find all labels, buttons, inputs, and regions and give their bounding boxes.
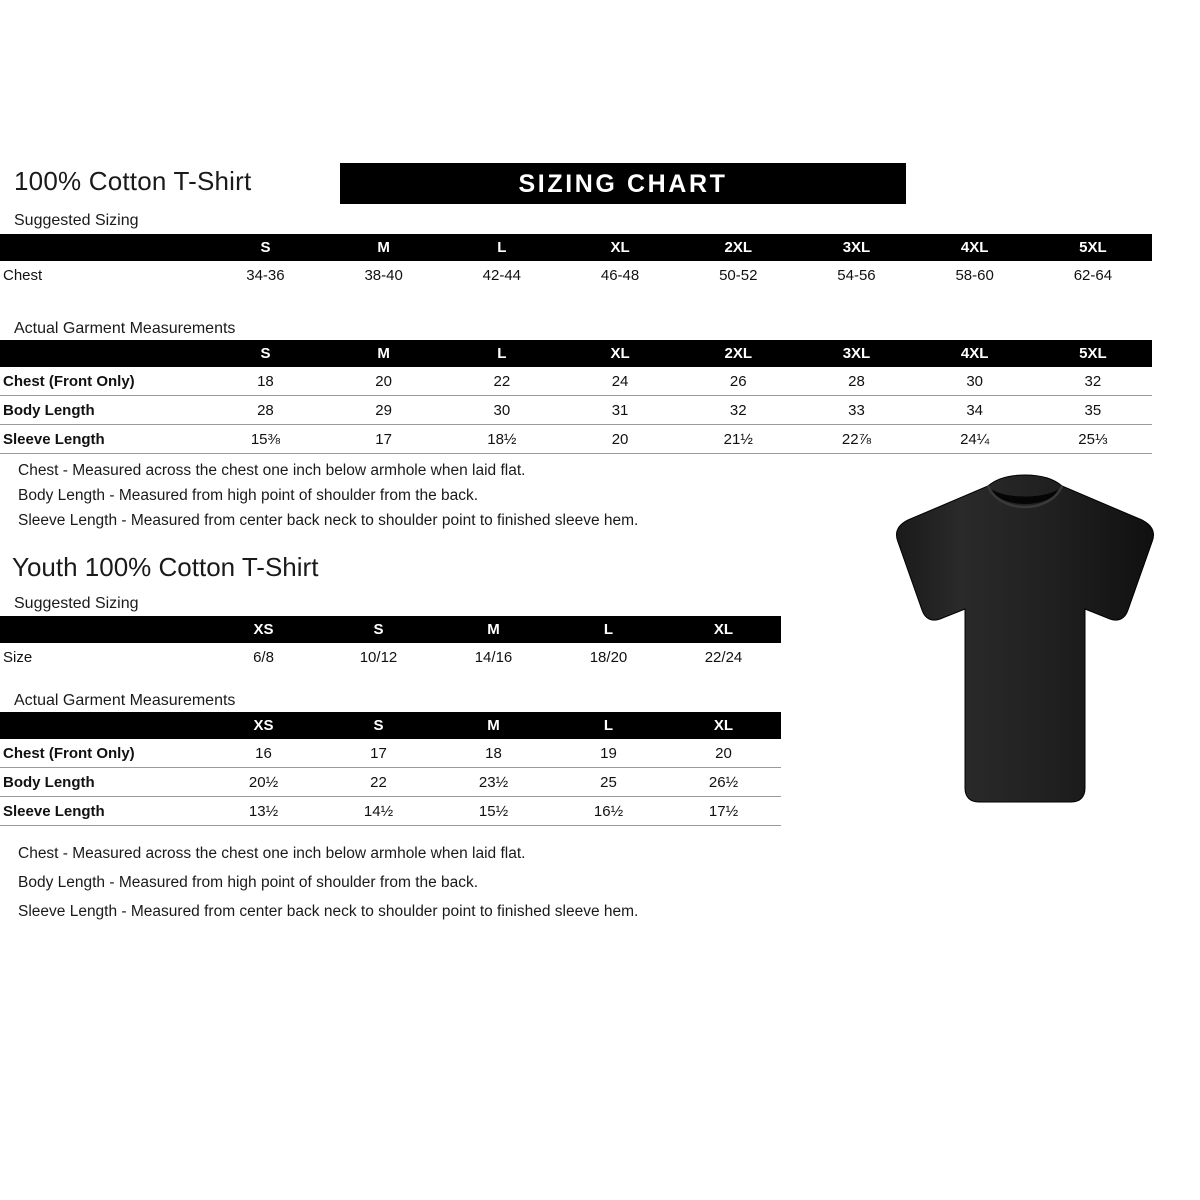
adult-actual-measurements-table xyxy=(0,340,1152,454)
adult-actual-cell: 18½ xyxy=(443,425,561,454)
adult-actual-header-cell: 4XL xyxy=(916,340,1034,367)
youth-suggested-cell: 22/24 xyxy=(704,648,743,666)
youth-suggested-cell: 6/8 xyxy=(253,648,274,666)
youth-actual-header-row xyxy=(0,712,781,739)
adult-suggested-cell: 62-64 xyxy=(1073,266,1113,284)
adult-actual-cell: 20 xyxy=(561,425,679,454)
adult-actual-cell: 31 xyxy=(561,396,679,425)
adult-actual-row-label: Chest (Front Only) xyxy=(0,367,206,396)
tshirt-product-image xyxy=(880,470,1170,810)
youth-actual-cell: 13½ xyxy=(206,797,321,826)
youth-suggested-row xyxy=(0,643,781,671)
youth-actual-cell: 16½ xyxy=(551,797,666,826)
adult-actual-row-label: Sleeve Length xyxy=(0,425,206,454)
adult-actual-cell: 21½ xyxy=(679,425,797,454)
youth-actual-cell: 16 xyxy=(206,739,321,768)
adult-actual-header-cell: XL xyxy=(561,340,679,367)
adult-suggested-cell: 46-48 xyxy=(600,266,640,284)
youth-suggested-header-cell: L xyxy=(551,616,666,643)
youth-actual-cell: 17½ xyxy=(666,797,781,826)
adult-suggested-header-cell: M xyxy=(325,234,443,261)
adult-actual-cell: 26 xyxy=(679,367,797,396)
youth-actual-row xyxy=(0,797,781,826)
adult-suggested-cell: 34-36 xyxy=(246,266,285,284)
adult-actual-row xyxy=(0,425,1152,454)
adult-actual-cell: 18 xyxy=(206,367,324,396)
adult-actual-cell: 32 xyxy=(679,396,797,425)
youth-suggested-sizing-label: Suggested Sizing xyxy=(14,595,139,612)
youth-actual-header-cell: XL xyxy=(666,712,781,739)
sizing-chart-banner-text: SIZING CHART xyxy=(518,170,728,198)
adult-suggested-header-cell: 2XL xyxy=(679,234,797,261)
youth-actual-cell: 15½ xyxy=(436,797,551,826)
youth-actual-cell: 26½ xyxy=(666,768,781,797)
youth-actual-measurements-table xyxy=(0,712,781,826)
adult-suggested-cell: 58-60 xyxy=(955,266,994,284)
adult-suggested-cell: 38-40 xyxy=(364,266,403,284)
youth-actual-row-label: Sleeve Length xyxy=(0,797,206,826)
adult-actual-cell: 22⅞ xyxy=(797,425,915,454)
tshirt-icon xyxy=(880,470,1170,810)
adult-actual-cell: 30 xyxy=(916,367,1034,396)
adult-suggested-header-cell: 4XL xyxy=(916,234,1034,261)
youth-actual-cell: 17 xyxy=(321,739,436,768)
adult-actual-cell: 35 xyxy=(1034,396,1152,425)
adult-suggested-header-row xyxy=(0,234,1152,261)
adult-actual-header-cell: 2XL xyxy=(679,340,797,367)
youth-note-chest: Chest - Measured across the chest one inch below armhole when laid flat. xyxy=(18,845,526,862)
youth-suggested-cell: 10/12 xyxy=(359,648,398,666)
adult-note-sleeve-length: Sleeve Length - Measured from center back neck to shoulder point to finished sleeve hem. xyxy=(18,512,639,529)
adult-actual-cell: 29 xyxy=(325,396,443,425)
adult-product-title: 100% Cotton T-Shirt xyxy=(14,166,252,196)
youth-note-body-length: Body Length - Measured from high point of shoulder from the back. xyxy=(18,874,479,891)
sizing-chart-banner xyxy=(340,163,906,204)
adult-actual-cell: 32 xyxy=(1034,367,1152,396)
adult-actual-cell: 20 xyxy=(325,367,443,396)
youth-actual-cell: 18 xyxy=(436,739,551,768)
adult-actual-cell: 28 xyxy=(206,396,324,425)
youth-actual-cell: 20 xyxy=(666,739,781,768)
adult-actual-header-cell: 5XL xyxy=(1034,340,1152,367)
adult-note-chest: Chest - Measured across the chest one inch below armhole when laid flat. xyxy=(18,462,526,479)
youth-note-sleeve-length: Sleeve Length - Measured from center back neck to shoulder point to finished sleeve hem. xyxy=(18,903,639,920)
adult-actual-header-cell: M xyxy=(325,340,443,367)
adult-suggested-sizing-label: Suggested Sizing xyxy=(14,212,139,229)
adult-note-body-length: Body Length - Measured from high point of shoulder from the back. xyxy=(18,487,479,504)
youth-suggested-cell: 14/16 xyxy=(474,648,513,666)
adult-actual-header-cell: L xyxy=(443,340,561,367)
adult-actual-cell: 33 xyxy=(797,396,915,425)
youth-suggested-header-cell: XL xyxy=(666,616,781,643)
youth-actual-cell: 22 xyxy=(321,768,436,797)
youth-actual-cell: 23½ xyxy=(436,768,551,797)
youth-actual-cell: 20½ xyxy=(206,768,321,797)
youth-actual-header-cell xyxy=(0,712,206,739)
youth-suggested-header-cell: S xyxy=(321,616,436,643)
youth-actual-measurements-label: Actual Garment Measurements xyxy=(14,692,236,709)
adult-suggested-cell: 42-44 xyxy=(482,266,522,284)
adult-actual-row xyxy=(0,396,1152,425)
youth-actual-cell: 19 xyxy=(551,739,666,768)
youth-suggested-header-cell: XS xyxy=(206,616,321,643)
youth-actual-header-cell: L xyxy=(551,712,666,739)
adult-suggested-header-cell: 5XL xyxy=(1034,234,1152,261)
youth-suggested-sizing-table xyxy=(0,616,781,671)
youth-suggested-header-cell xyxy=(0,616,206,643)
youth-actual-row-label: Chest (Front Only) xyxy=(0,739,206,768)
youth-actual-row xyxy=(0,768,781,797)
youth-product-title: Youth 100% Cotton T-Shirt xyxy=(12,552,319,582)
adult-actual-cell: 25⅓ xyxy=(1034,425,1152,454)
youth-suggested-header-cell: M xyxy=(436,616,551,643)
adult-actual-header-row xyxy=(0,340,1152,367)
youth-actual-header-cell: S xyxy=(321,712,436,739)
adult-suggested-header-cell: L xyxy=(443,234,561,261)
adult-suggested-sizing-table xyxy=(0,234,1152,289)
adult-actual-cell: 22 xyxy=(443,367,561,396)
youth-actual-cell: 14½ xyxy=(321,797,436,826)
youth-actual-cell: 25 xyxy=(551,768,666,797)
youth-suggested-cell: 18/20 xyxy=(589,648,628,666)
adult-suggested-header-cell xyxy=(0,234,206,261)
adult-actual-header-cell xyxy=(0,340,206,367)
youth-actual-row xyxy=(0,739,781,768)
adult-suggested-cell: 54-56 xyxy=(837,266,876,284)
adult-actual-measurements-label: Actual Garment Measurements xyxy=(14,320,236,337)
adult-actual-cell: 28 xyxy=(797,367,915,396)
adult-actual-cell: 34 xyxy=(916,396,1034,425)
adult-actual-row-label: Body Length xyxy=(0,396,206,425)
adult-actual-header-cell: S xyxy=(206,340,324,367)
adult-actual-cell: 24¼ xyxy=(916,425,1034,454)
adult-actual-header-cell: 3XL xyxy=(797,340,915,367)
adult-suggested-header-cell: 3XL xyxy=(797,234,915,261)
youth-actual-row-label: Body Length xyxy=(0,768,206,797)
adult-actual-cell: 15⅜ xyxy=(206,425,324,454)
adult-suggested-row-label: Chest xyxy=(3,266,43,284)
adult-actual-cell: 30 xyxy=(443,396,561,425)
youth-suggested-row-label: Size xyxy=(3,648,33,666)
youth-suggested-header-row xyxy=(0,616,781,643)
adult-actual-cell: 24 xyxy=(561,367,679,396)
adult-suggested-row xyxy=(0,261,1152,289)
adult-suggested-header-cell: XL xyxy=(561,234,679,261)
adult-suggested-header-cell: S xyxy=(206,234,324,261)
youth-actual-header-cell: M xyxy=(436,712,551,739)
adult-actual-cell: 17 xyxy=(325,425,443,454)
youth-actual-header-cell: XS xyxy=(206,712,321,739)
adult-actual-row xyxy=(0,367,1152,396)
adult-suggested-cell: 50-52 xyxy=(719,266,758,284)
